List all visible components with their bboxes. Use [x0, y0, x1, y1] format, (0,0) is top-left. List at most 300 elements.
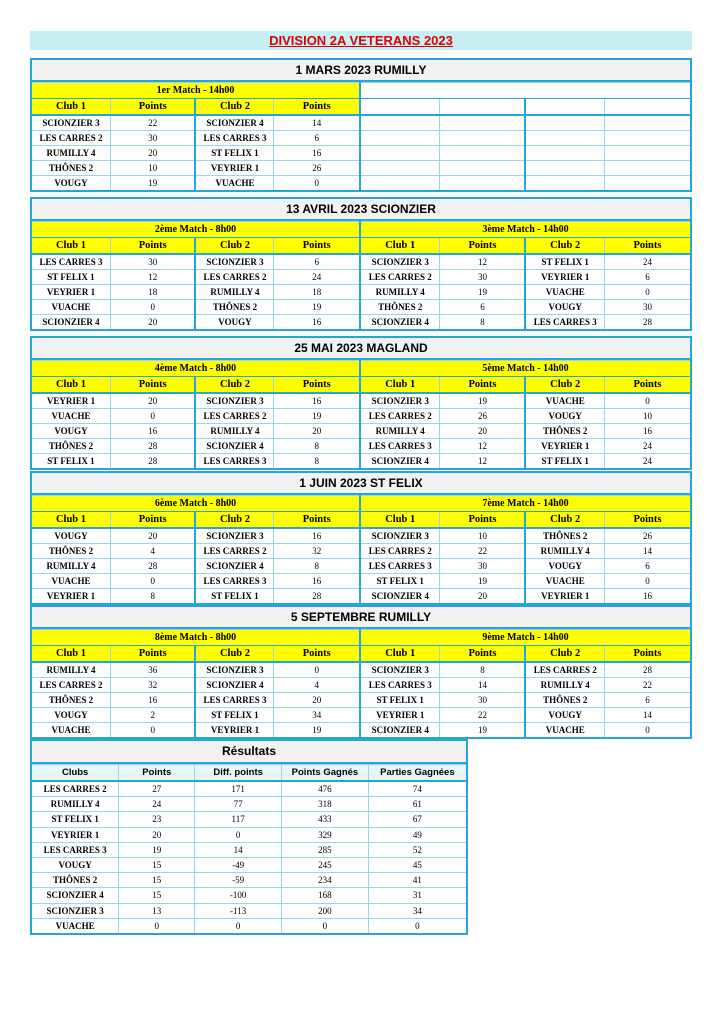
- club1-header: [361, 99, 440, 116]
- match-panel: [361, 360, 690, 468]
- match-row: [361, 574, 690, 589]
- results-value: 41: [368, 873, 466, 888]
- match-panel: [32, 495, 361, 603]
- points-value: 32: [110, 678, 195, 693]
- club2-name: VOUGY: [525, 708, 604, 723]
- match-panel: [32, 360, 361, 468]
- match-row: [32, 424, 359, 439]
- points-value: [604, 115, 690, 131]
- match-table: [32, 495, 359, 603]
- points-header: Points: [110, 646, 195, 663]
- points-value: 20: [110, 528, 195, 544]
- round-matches: [32, 495, 690, 603]
- match-row: [361, 454, 690, 469]
- club1-name: VUACHE: [32, 574, 110, 589]
- club1-name: SCIONZIER 4: [361, 315, 440, 330]
- points-value: 0: [604, 574, 690, 589]
- club2-name: THÔNES 2: [525, 424, 604, 439]
- points-value: 6: [604, 693, 690, 708]
- club1-name: VEYRIER 1: [361, 708, 440, 723]
- results-row: [32, 797, 466, 812]
- club1-name: SCIONZIER 3: [361, 393, 440, 409]
- match-row: [32, 300, 359, 315]
- points-value: 24: [604, 254, 690, 270]
- results-value: 27: [119, 781, 195, 797]
- match-row: [361, 662, 690, 678]
- club2-name: VEYRIER 1: [195, 723, 273, 738]
- points-value: 16: [274, 146, 359, 161]
- match-row: [32, 285, 359, 300]
- points-value: 8: [274, 559, 359, 574]
- club2-name: LES CARRES 2: [195, 270, 273, 285]
- club2-name: SCIONZIER 3: [195, 393, 273, 409]
- club2-name: ST FELIX 1: [525, 254, 604, 270]
- results-row: [32, 903, 466, 918]
- club1-name: VEYRIER 1: [32, 589, 110, 604]
- club2-name: SCIONZIER 4: [195, 115, 273, 131]
- match-label: 8ème Match - 8h00: [32, 630, 359, 646]
- points-value: 19: [274, 300, 359, 315]
- points-value: 14: [604, 544, 690, 559]
- match-label: 3ème Match - 14h00: [361, 222, 690, 238]
- match-row: [361, 393, 690, 409]
- club2-name: VEYRIER 1: [195, 161, 273, 176]
- club1-name: ST FELIX 1: [361, 693, 440, 708]
- points-value: 16: [110, 693, 195, 708]
- club2-name: VEYRIER 1: [525, 439, 604, 454]
- club1-name: LES CARRES 2: [361, 270, 440, 285]
- points-header: Points: [604, 646, 690, 663]
- club2-name: LES CARRES 2: [195, 409, 273, 424]
- match-row: [32, 115, 359, 131]
- club1-name: LES CARRES 3: [361, 439, 440, 454]
- results-value: 171: [195, 781, 282, 797]
- match-row: [32, 559, 359, 574]
- match-label-row: [361, 83, 690, 99]
- results-club-name: VEYRIER 1: [32, 827, 119, 842]
- match-row: [361, 285, 690, 300]
- club2-name: LES CARRES 3: [195, 454, 273, 469]
- club1-name: ST FELIX 1: [361, 574, 440, 589]
- points-value: 30: [440, 270, 526, 285]
- points-header: Points: [604, 377, 690, 394]
- results-row: [32, 827, 466, 842]
- club2-name: VUACHE: [525, 393, 604, 409]
- results-value: 329: [282, 827, 369, 842]
- points-value: [440, 115, 526, 131]
- column-header-row: [32, 99, 359, 116]
- points-value: 26: [440, 409, 526, 424]
- club2-name: ST FELIX 1: [525, 454, 604, 469]
- results-header-cell: Points: [119, 765, 195, 782]
- club2-name: [525, 176, 604, 191]
- points-value: 8: [274, 454, 359, 469]
- points-header: [440, 99, 526, 116]
- results-value: 77: [195, 797, 282, 812]
- club1-name: RUMILLY 4: [361, 285, 440, 300]
- round-block: [30, 197, 692, 331]
- club1-header: Club 1: [32, 646, 110, 663]
- results-value: 285: [282, 842, 369, 857]
- points-value: 22: [604, 678, 690, 693]
- points-value: 14: [440, 678, 526, 693]
- points-value: 0: [604, 393, 690, 409]
- points-value: 20: [274, 424, 359, 439]
- points-value: 20: [110, 393, 195, 409]
- points-value: 0: [110, 409, 195, 424]
- results-value: 52: [368, 842, 466, 857]
- club1-name: RUMILLY 4: [32, 662, 110, 678]
- points-value: 6: [274, 131, 359, 146]
- results-club-name: LES CARRES 2: [32, 781, 119, 797]
- match-row: [32, 131, 359, 146]
- points-value: [440, 146, 526, 161]
- match-label-row: [32, 496, 359, 512]
- results-value: -100: [195, 888, 282, 903]
- club1-header: Club 1: [361, 512, 440, 529]
- match-table: [361, 360, 690, 468]
- match-row: [32, 574, 359, 589]
- results-value: -49: [195, 857, 282, 872]
- club1-name: RUMILLY 4: [361, 424, 440, 439]
- points-value: 16: [274, 528, 359, 544]
- results-club-name: VOUGY: [32, 857, 119, 872]
- results-value: 14: [195, 842, 282, 857]
- results-value: 234: [282, 873, 369, 888]
- round-matches: [32, 82, 690, 190]
- round-block: [30, 471, 692, 605]
- results-title: Résultats: [32, 741, 466, 764]
- club2-header: Club 2: [525, 377, 604, 394]
- results-value: 15: [119, 873, 195, 888]
- club1-name: VUACHE: [32, 723, 110, 738]
- match-row: [32, 708, 359, 723]
- points-value: 16: [274, 393, 359, 409]
- column-header-row: [32, 238, 359, 255]
- club2-name: THÔNES 2: [525, 528, 604, 544]
- points-value: 26: [604, 528, 690, 544]
- results-value: -113: [195, 903, 282, 918]
- club2-name: RUMILLY 4: [195, 424, 273, 439]
- match-row: [361, 723, 690, 738]
- points-header: Points: [110, 238, 195, 255]
- match-table: [361, 495, 690, 603]
- club1-name: LES CARRES 2: [361, 409, 440, 424]
- club2-name: SCIONZIER 4: [195, 439, 273, 454]
- points-value: 16: [274, 574, 359, 589]
- club1-name: RUMILLY 4: [32, 146, 110, 161]
- club1-name: VUACHE: [32, 409, 110, 424]
- points-value: 24: [604, 439, 690, 454]
- points-value: 10: [604, 409, 690, 424]
- club2-name: VUACHE: [525, 574, 604, 589]
- match-row: [32, 544, 359, 559]
- club1-name: VOUGY: [32, 424, 110, 439]
- match-label-row: [32, 361, 359, 377]
- match-panel: [361, 82, 690, 190]
- results-value: -59: [195, 873, 282, 888]
- match-row: [32, 439, 359, 454]
- match-row: [361, 254, 690, 270]
- club1-name: VUACHE: [32, 300, 110, 315]
- club1-name: LES CARRES 3: [32, 254, 110, 270]
- club2-name: VOUGY: [195, 315, 273, 330]
- points-value: 28: [110, 439, 195, 454]
- club1-name: LES CARRES 2: [32, 131, 110, 146]
- results-header-cell: Points Gagnés: [282, 765, 369, 782]
- match-row: [32, 589, 359, 604]
- points-value: 20: [440, 424, 526, 439]
- page-title: DIVISION 2A VETERANS 2023: [269, 33, 453, 48]
- points-header: Points: [274, 99, 359, 116]
- club1-name: [361, 115, 440, 131]
- points-header: Points: [440, 238, 526, 255]
- match-row: [361, 161, 690, 176]
- match-row: [361, 131, 690, 146]
- points-value: 4: [110, 544, 195, 559]
- results-row: [32, 842, 466, 857]
- club1-header: Club 1: [32, 512, 110, 529]
- points-value: 6: [274, 254, 359, 270]
- points-header: Points: [110, 377, 195, 394]
- club1-name: VOUGY: [32, 176, 110, 191]
- points-value: 30: [440, 693, 526, 708]
- results-value: 0: [195, 918, 282, 933]
- club2-name: LES CARRES 3: [195, 693, 273, 708]
- club2-name: RUMILLY 4: [525, 678, 604, 693]
- results-grid: [32, 764, 466, 933]
- club2-name: SCIONZIER 4: [195, 678, 273, 693]
- points-value: 24: [274, 270, 359, 285]
- round-matches: [32, 221, 690, 329]
- club2-name: RUMILLY 4: [195, 285, 273, 300]
- points-value: 28: [110, 454, 195, 469]
- points-value: 16: [604, 424, 690, 439]
- match-row: [361, 176, 690, 191]
- points-value: 8: [274, 439, 359, 454]
- column-header-row: [32, 377, 359, 394]
- results-club-name: VUACHE: [32, 918, 119, 933]
- points-value: [440, 161, 526, 176]
- points-value: 8: [110, 589, 195, 604]
- results-row: [32, 857, 466, 872]
- match-label-row: [361, 222, 690, 238]
- match-row: [32, 528, 359, 544]
- points-header: Points: [274, 512, 359, 529]
- club1-name: SCIONZIER 3: [361, 528, 440, 544]
- club2-name: [525, 146, 604, 161]
- results-value: 433: [282, 812, 369, 827]
- match-table: [32, 360, 359, 468]
- match-row: [361, 300, 690, 315]
- column-header-row: [32, 646, 359, 663]
- club2-name: SCIONZIER 3: [195, 528, 273, 544]
- match-panel: [32, 221, 361, 329]
- club2-name: LES CARRES 3: [195, 574, 273, 589]
- round-block: [30, 336, 692, 470]
- match-row: [361, 424, 690, 439]
- match-row: [32, 662, 359, 678]
- points-value: 36: [110, 662, 195, 678]
- match-row: [361, 115, 690, 131]
- points-header: Points: [110, 99, 195, 116]
- match-row: [361, 678, 690, 693]
- points-value: 8: [440, 662, 526, 678]
- round-block: [30, 58, 692, 192]
- club2-name: [525, 161, 604, 176]
- points-header: Points: [440, 646, 526, 663]
- round-block: [30, 605, 692, 739]
- club2-header: Club 2: [195, 646, 273, 663]
- points-value: 20: [440, 589, 526, 604]
- match-table: [361, 82, 690, 190]
- points-value: 16: [604, 589, 690, 604]
- points-value: [440, 131, 526, 146]
- club1-name: RUMILLY 4: [32, 559, 110, 574]
- points-value: 19: [440, 574, 526, 589]
- match-label: 9ème Match - 14h00: [361, 630, 690, 646]
- club1-header: Club 1: [361, 646, 440, 663]
- points-value: 22: [440, 708, 526, 723]
- results-row: [32, 888, 466, 903]
- club2-name: VOUGY: [525, 300, 604, 315]
- points-value: 16: [274, 315, 359, 330]
- match-row: [32, 270, 359, 285]
- club1-name: SCIONZIER 4: [361, 589, 440, 604]
- results-value: 13: [119, 903, 195, 918]
- match-row: [361, 589, 690, 604]
- points-value: 19: [440, 723, 526, 738]
- points-value: 6: [604, 270, 690, 285]
- match-row: [32, 146, 359, 161]
- points-value: [604, 161, 690, 176]
- round-matches: [32, 360, 690, 468]
- points-header: Points: [274, 377, 359, 394]
- points-value: 10: [110, 161, 195, 176]
- results-value: 34: [368, 903, 466, 918]
- results-header-cell: Diff. points: [195, 765, 282, 782]
- points-value: 19: [440, 285, 526, 300]
- points-value: [604, 131, 690, 146]
- club2-name: LES CARRES 3: [195, 131, 273, 146]
- results-club-name: RUMILLY 4: [32, 797, 119, 812]
- match-row: [361, 409, 690, 424]
- results-club-name: ST FELIX 1: [32, 812, 119, 827]
- club1-header: Club 1: [32, 99, 110, 116]
- club1-header: Club 1: [361, 377, 440, 394]
- club1-name: SCIONZIER 3: [32, 115, 110, 131]
- club2-name: SCIONZIER 4: [195, 559, 273, 574]
- points-value: 14: [274, 115, 359, 131]
- club1-name: THÔNES 2: [32, 693, 110, 708]
- club1-name: SCIONZIER 4: [361, 454, 440, 469]
- points-header: Points: [604, 512, 690, 529]
- match-row: [32, 176, 359, 191]
- club1-header: Club 1: [32, 377, 110, 394]
- match-row: [32, 723, 359, 738]
- club1-name: SCIONZIER 4: [32, 315, 110, 330]
- results-club-name: SCIONZIER 4: [32, 888, 119, 903]
- results-value: 45: [368, 857, 466, 872]
- match-label-row: [361, 630, 690, 646]
- results-value: 0: [119, 918, 195, 933]
- club2-name: LES CARRES 3: [525, 315, 604, 330]
- results-club-name: LES CARRES 3: [32, 842, 119, 857]
- results-header-cell: Parties Gagnées: [368, 765, 466, 782]
- points-value: 0: [110, 574, 195, 589]
- club2-name: VEYRIER 1: [525, 270, 604, 285]
- round-title: 1 MARS 2023 RUMILLY: [32, 60, 690, 82]
- club1-name: SCIONZIER 3: [361, 662, 440, 678]
- club2-name: VUACHE: [525, 723, 604, 738]
- column-header-row: [361, 238, 690, 255]
- points-header: Points: [110, 512, 195, 529]
- points-value: 32: [274, 544, 359, 559]
- results-value: 49: [368, 827, 466, 842]
- club2-name: THÔNES 2: [525, 693, 604, 708]
- club2-name: VEYRIER 1: [525, 589, 604, 604]
- club2-header: Club 2: [525, 238, 604, 255]
- points-value: 30: [440, 559, 526, 574]
- results-value: 74: [368, 781, 466, 797]
- club1-name: LES CARRES 2: [32, 678, 110, 693]
- club1-name: [361, 161, 440, 176]
- match-label: 5ème Match - 14h00: [361, 361, 690, 377]
- points-value: 0: [604, 285, 690, 300]
- results-table: [30, 739, 468, 935]
- club2-header: Club 2: [195, 238, 273, 255]
- club2-name: SCIONZIER 3: [195, 254, 273, 270]
- match-panel: [361, 629, 690, 737]
- club1-name: LES CARRES 2: [361, 544, 440, 559]
- results-value: 31: [368, 888, 466, 903]
- points-value: 6: [604, 559, 690, 574]
- match-row: [32, 693, 359, 708]
- points-value: 34: [274, 708, 359, 723]
- points-value: 22: [440, 544, 526, 559]
- points-value: 12: [110, 270, 195, 285]
- club1-name: VEYRIER 1: [32, 393, 110, 409]
- points-header: Points: [274, 238, 359, 255]
- points-value: 28: [110, 559, 195, 574]
- club1-name: ST FELIX 1: [32, 270, 110, 285]
- match-row: [32, 454, 359, 469]
- column-header-row: [361, 377, 690, 394]
- club1-name: ST FELIX 1: [32, 454, 110, 469]
- match-row: [361, 559, 690, 574]
- club1-name: [361, 131, 440, 146]
- round-matches: [32, 629, 690, 737]
- results-value: 117: [195, 812, 282, 827]
- match-table: [361, 629, 690, 737]
- points-value: 30: [604, 300, 690, 315]
- points-value: 24: [604, 454, 690, 469]
- points-value: 20: [274, 693, 359, 708]
- results-value: 0: [282, 918, 369, 933]
- club2-name: ST FELIX 1: [195, 146, 273, 161]
- points-value: 12: [440, 439, 526, 454]
- results-value: 200: [282, 903, 369, 918]
- results-value: 168: [282, 888, 369, 903]
- match-table: [32, 221, 359, 329]
- results-row: [32, 873, 466, 888]
- club1-name: SCIONZIER 3: [361, 254, 440, 270]
- points-value: [604, 176, 690, 191]
- match-label: 6ème Match - 8h00: [32, 496, 359, 512]
- column-header-row: [361, 512, 690, 529]
- points-value: 22: [110, 115, 195, 131]
- match-label: 1er Match - 14h00: [32, 83, 359, 99]
